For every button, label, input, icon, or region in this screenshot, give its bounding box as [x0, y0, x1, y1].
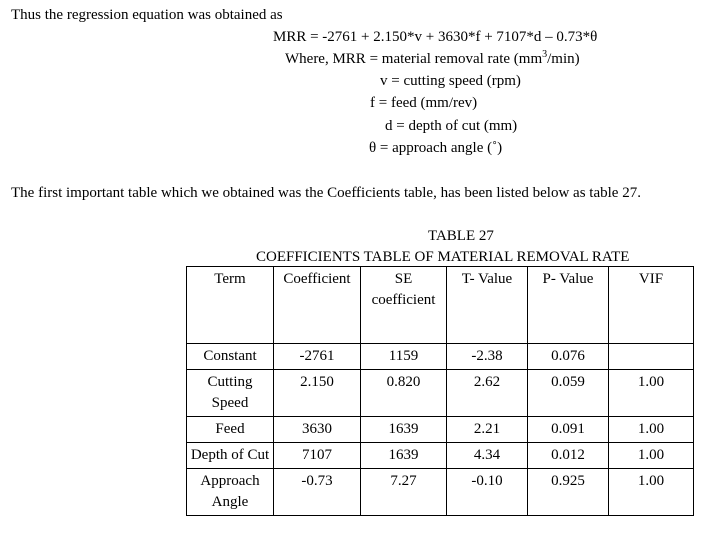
table-row — [187, 443, 694, 469]
cell-se: 1159 — [361, 344, 447, 370]
table-number: TABLE 27 — [428, 228, 494, 244]
intro-text: Thus the regression equation was obtained as — [11, 7, 283, 23]
definition-mrr-unit: /min) — [547, 51, 580, 67]
cell-vif: 1.00 — [609, 469, 694, 516]
header-coefficient: Coefficient — [274, 267, 361, 344]
definition-mrr-text: Where, MRR = material removal rate (mm — [285, 51, 543, 67]
cell-t-value: 4.34 — [447, 443, 528, 469]
table-row — [187, 370, 694, 417]
cell-p-value: 0.091 — [528, 417, 609, 443]
table-title: COEFFICIENTS TABLE OF MATERIAL REMOVAL RATE — [256, 249, 630, 265]
header-vif: VIF — [609, 267, 694, 344]
cell-se: 0.820 — [361, 370, 447, 417]
header-t-value: T- Value — [447, 267, 528, 344]
cell-term: Cutting Speed — [187, 370, 274, 417]
coefficients-table — [186, 266, 694, 516]
cell-t-value: -0.10 — [447, 469, 528, 516]
cell-vif — [609, 344, 694, 370]
cell-vif: 1.00 — [609, 443, 694, 469]
cell-term: Approach Angle — [187, 469, 274, 516]
definition-f: f = feed (mm/rev) — [370, 95, 478, 111]
definition-mrr — [285, 50, 580, 68]
definition-v: v = cutting speed (rpm) — [380, 73, 521, 89]
cell-se: 1639 — [361, 417, 447, 443]
cell-term: Feed — [187, 417, 274, 443]
cell-p-value: 0.012 — [528, 443, 609, 469]
table-header-row — [187, 267, 694, 344]
table-row — [187, 344, 694, 370]
cell-term: Depth of Cut — [187, 443, 274, 469]
cell-term: Constant — [187, 344, 274, 370]
cell-coefficient: -0.73 — [274, 469, 361, 516]
cell-se: 7.27 — [361, 469, 447, 516]
cell-p-value: 0.076 — [528, 344, 609, 370]
regression-equation: MRR = -2761 + 2.150*v + 3630*f + 7107*d – 0.73*θ — [273, 29, 598, 45]
cell-vif: 1.00 — [609, 417, 694, 443]
cell-t-value: 2.21 — [447, 417, 528, 443]
definition-d: d = depth of cut (mm) — [385, 118, 518, 134]
cell-vif: 1.00 — [609, 370, 694, 417]
body-paragraph: The first important table which we obtained was the Coefficients table, has been listed below as table 27. — [11, 185, 641, 201]
header-p-value: P- Value — [528, 267, 609, 344]
cell-coefficient: 7107 — [274, 443, 361, 469]
cell-coefficient: -2761 — [274, 344, 361, 370]
cell-coefficient: 2.150 — [274, 370, 361, 417]
header-se-coefficient: SE coefficient — [361, 267, 447, 344]
header-term: Term — [187, 267, 274, 344]
table-row — [187, 469, 694, 516]
cell-se: 1639 — [361, 443, 447, 469]
cell-t-value: 2.62 — [447, 370, 528, 417]
definition-theta: θ = approach angle (˚) — [369, 140, 503, 156]
cell-p-value: 0.059 — [528, 370, 609, 417]
superscript-3: 3 — [542, 49, 548, 60]
cell-coefficient: 3630 — [274, 417, 361, 443]
cell-p-value: 0.925 — [528, 469, 609, 516]
table-row — [187, 417, 694, 443]
cell-t-value: -2.38 — [447, 344, 528, 370]
